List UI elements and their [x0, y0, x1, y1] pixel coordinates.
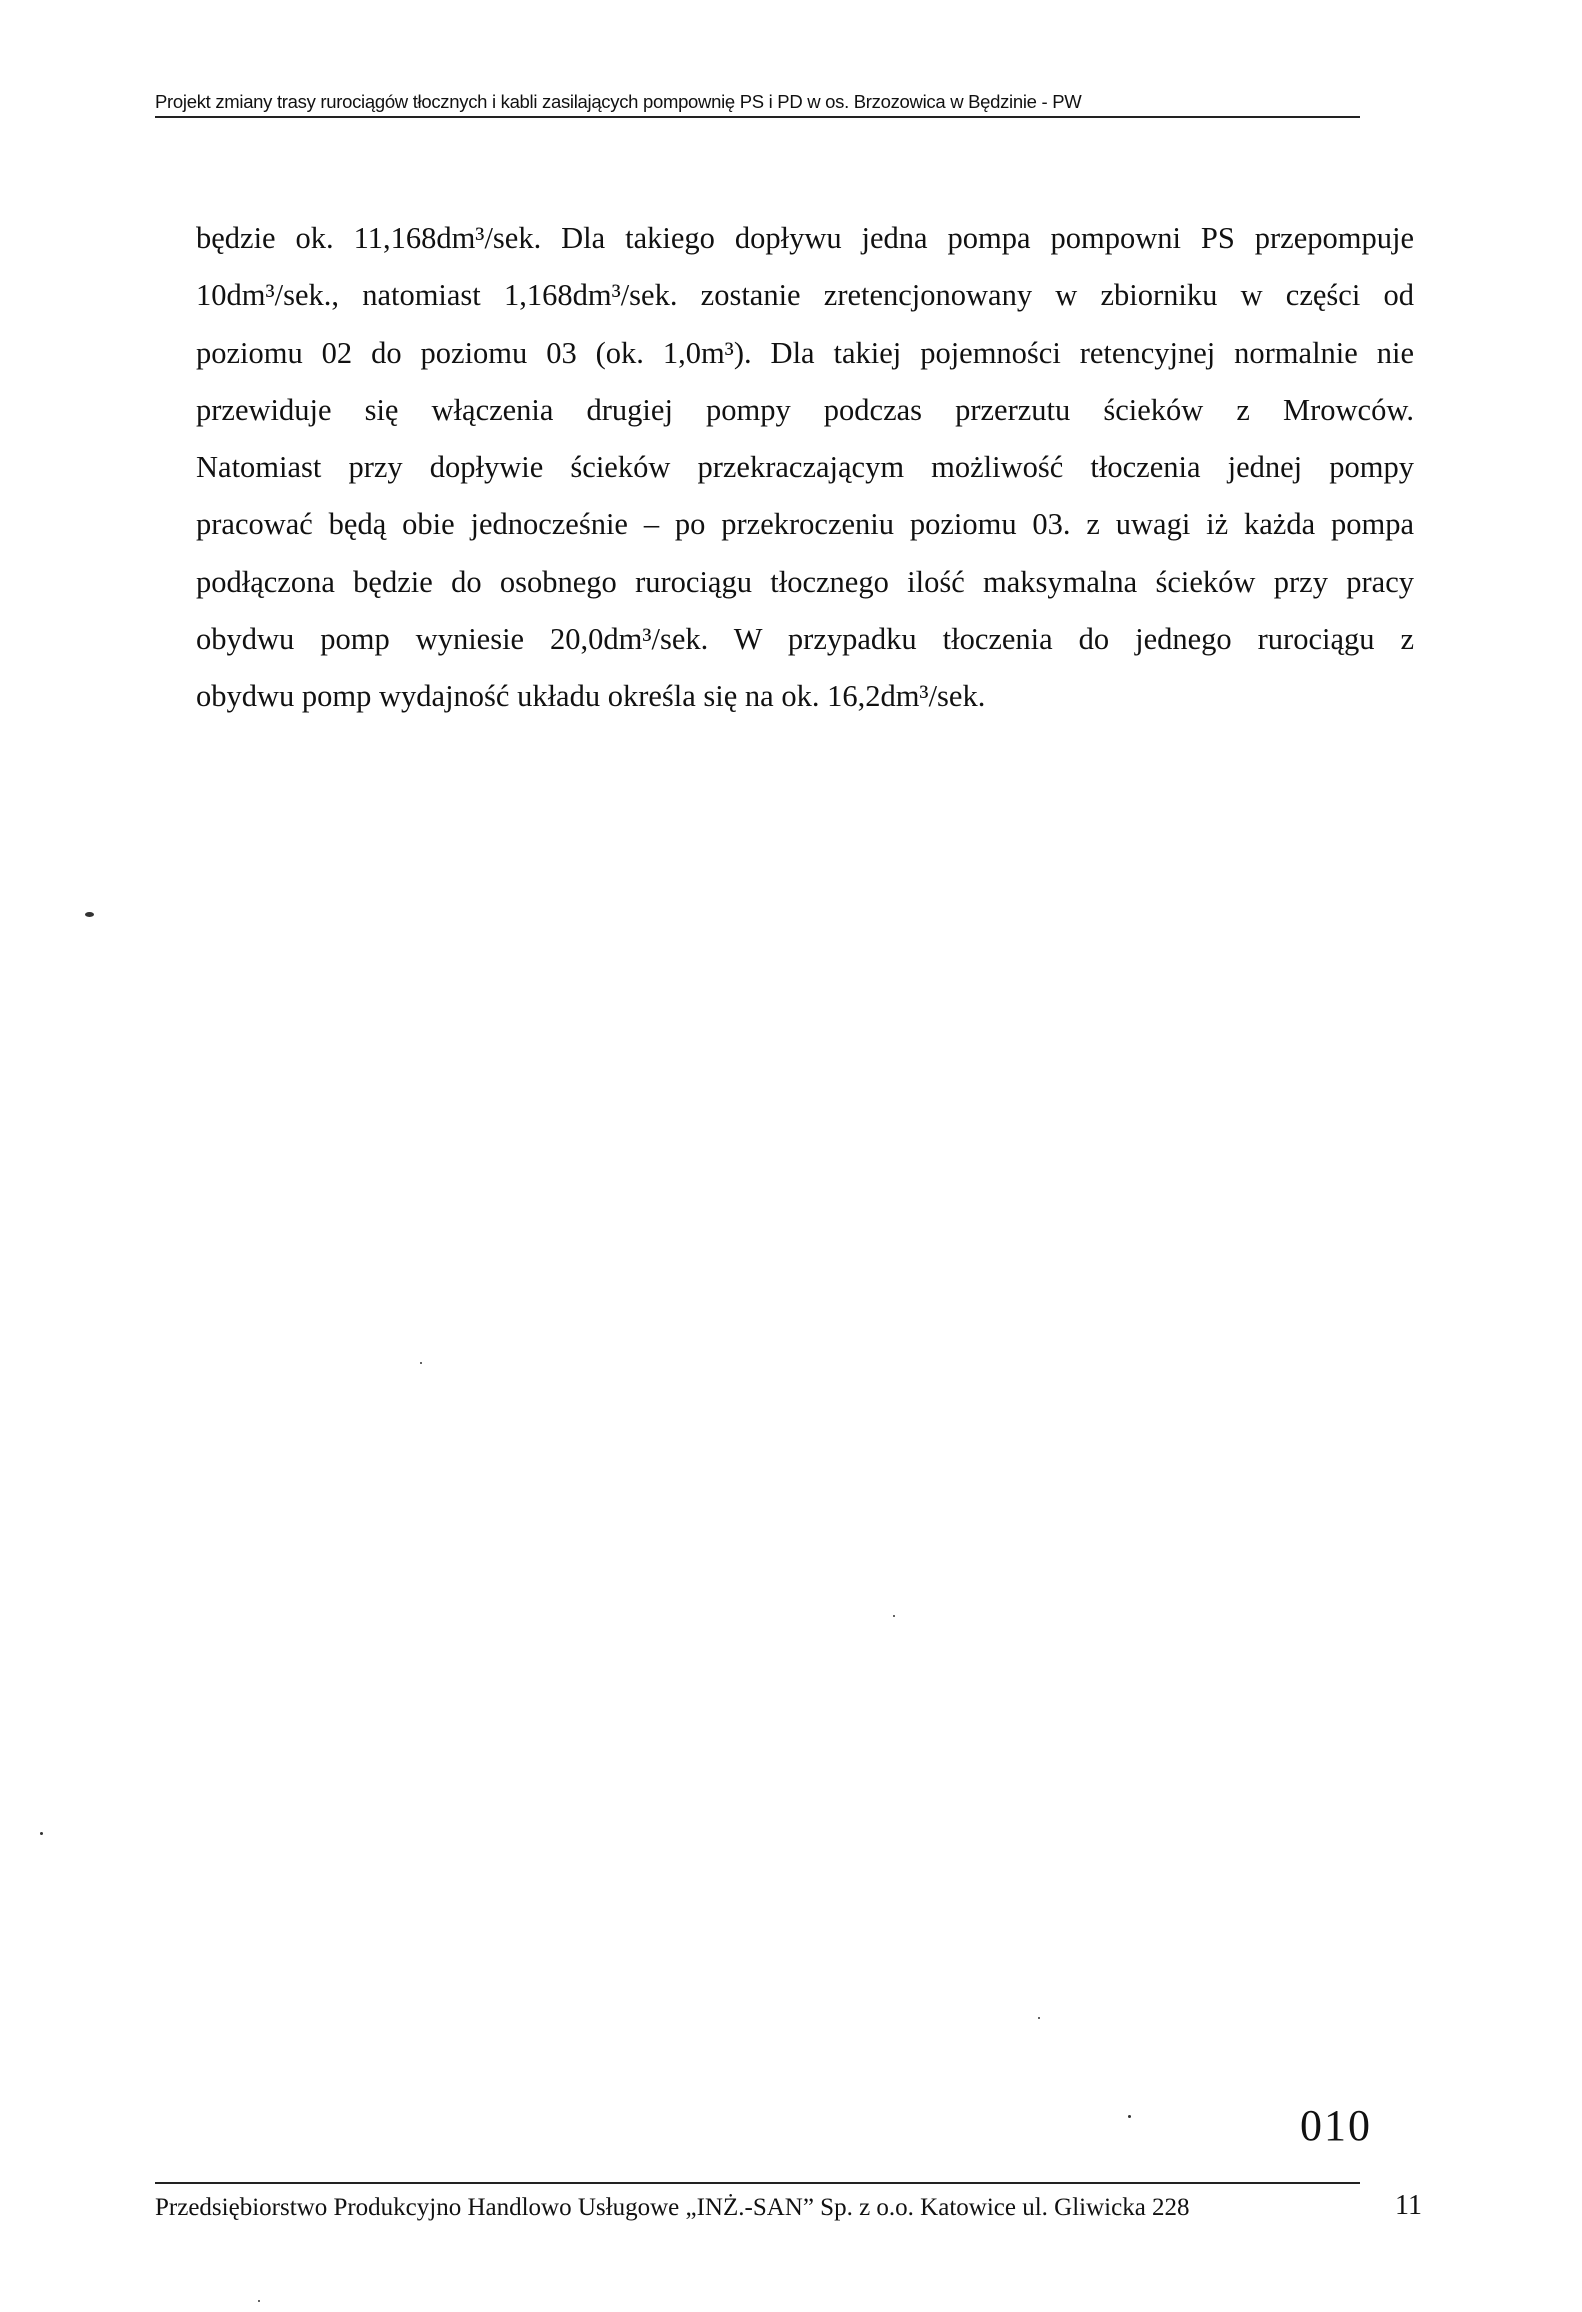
paragraph-line: poziomu 02 do poziomu 03 (ok. 1,0m³). Dla takiej pojemności retencyjnej normalnie nie: [196, 335, 1414, 370]
page-number: 11: [1395, 2190, 1422, 2221]
paragraph-line: podłączona będzie do osobnego rurociągu tłocznego ilość maksymalna ścieków przy pracy: [196, 564, 1414, 599]
document-number: 010: [1300, 2101, 1372, 2150]
scan-speck: [1128, 2115, 1131, 2118]
scan-speck: [40, 1832, 43, 1835]
paragraph-line: obydwu pomp wyniesie 20,0dm³/sek. W przypadku tłoczenia do jednego rurociągu z: [196, 622, 1414, 657]
paragraph-line: 10dm³/sek., natomiast 1,168dm³/sek. zostanie zretencjonowany w zbiorniku w części od: [196, 278, 1414, 313]
page-footer: [155, 2182, 1360, 2221]
footer-company: Przedsiębiorstwo Produkcyjno Handlowo Usługowe „INŻ.-SAN” Sp. z o.o. Katowice ul. Gliwicka 228: [155, 2194, 1190, 2221]
paragraph-line: Natomiast przy dopływie ścieków przekraczającym możliwość tłoczenia jednej pompy: [196, 450, 1414, 485]
scan-speck: [420, 1362, 422, 1364]
header-title: Projekt zmiany trasy rurociągów tłocznych i kabli zasilających pompownię PS i PD w os. Brzozowica w Będzinie - PW: [155, 91, 1082, 112]
body-paragraph: [196, 210, 1414, 726]
scan-speck: [893, 1615, 895, 1617]
paragraph-line: przewiduje się włączenia drugiej pompy podczas przerzutu ścieków z Mrowców.: [196, 392, 1414, 427]
paragraph-line: obydwu pomp wydajność układu określa się na ok. 16,2dm³/sek.: [196, 679, 986, 714]
scan-speck: [258, 2300, 260, 2302]
scan-speck: [85, 912, 94, 917]
paragraph-line: będzie ok. 11,168dm³/sek. Dla takiego dopływu jedna pompa pompowni PS przepompuje: [196, 221, 1414, 255]
scan-speck: [1038, 2017, 1040, 2019]
paragraph-line: pracować będą obie jednocześnie – po przekroczeniu poziomu 03. z uwagi iż każda pompa: [196, 507, 1414, 542]
page-header: [155, 86, 1360, 118]
